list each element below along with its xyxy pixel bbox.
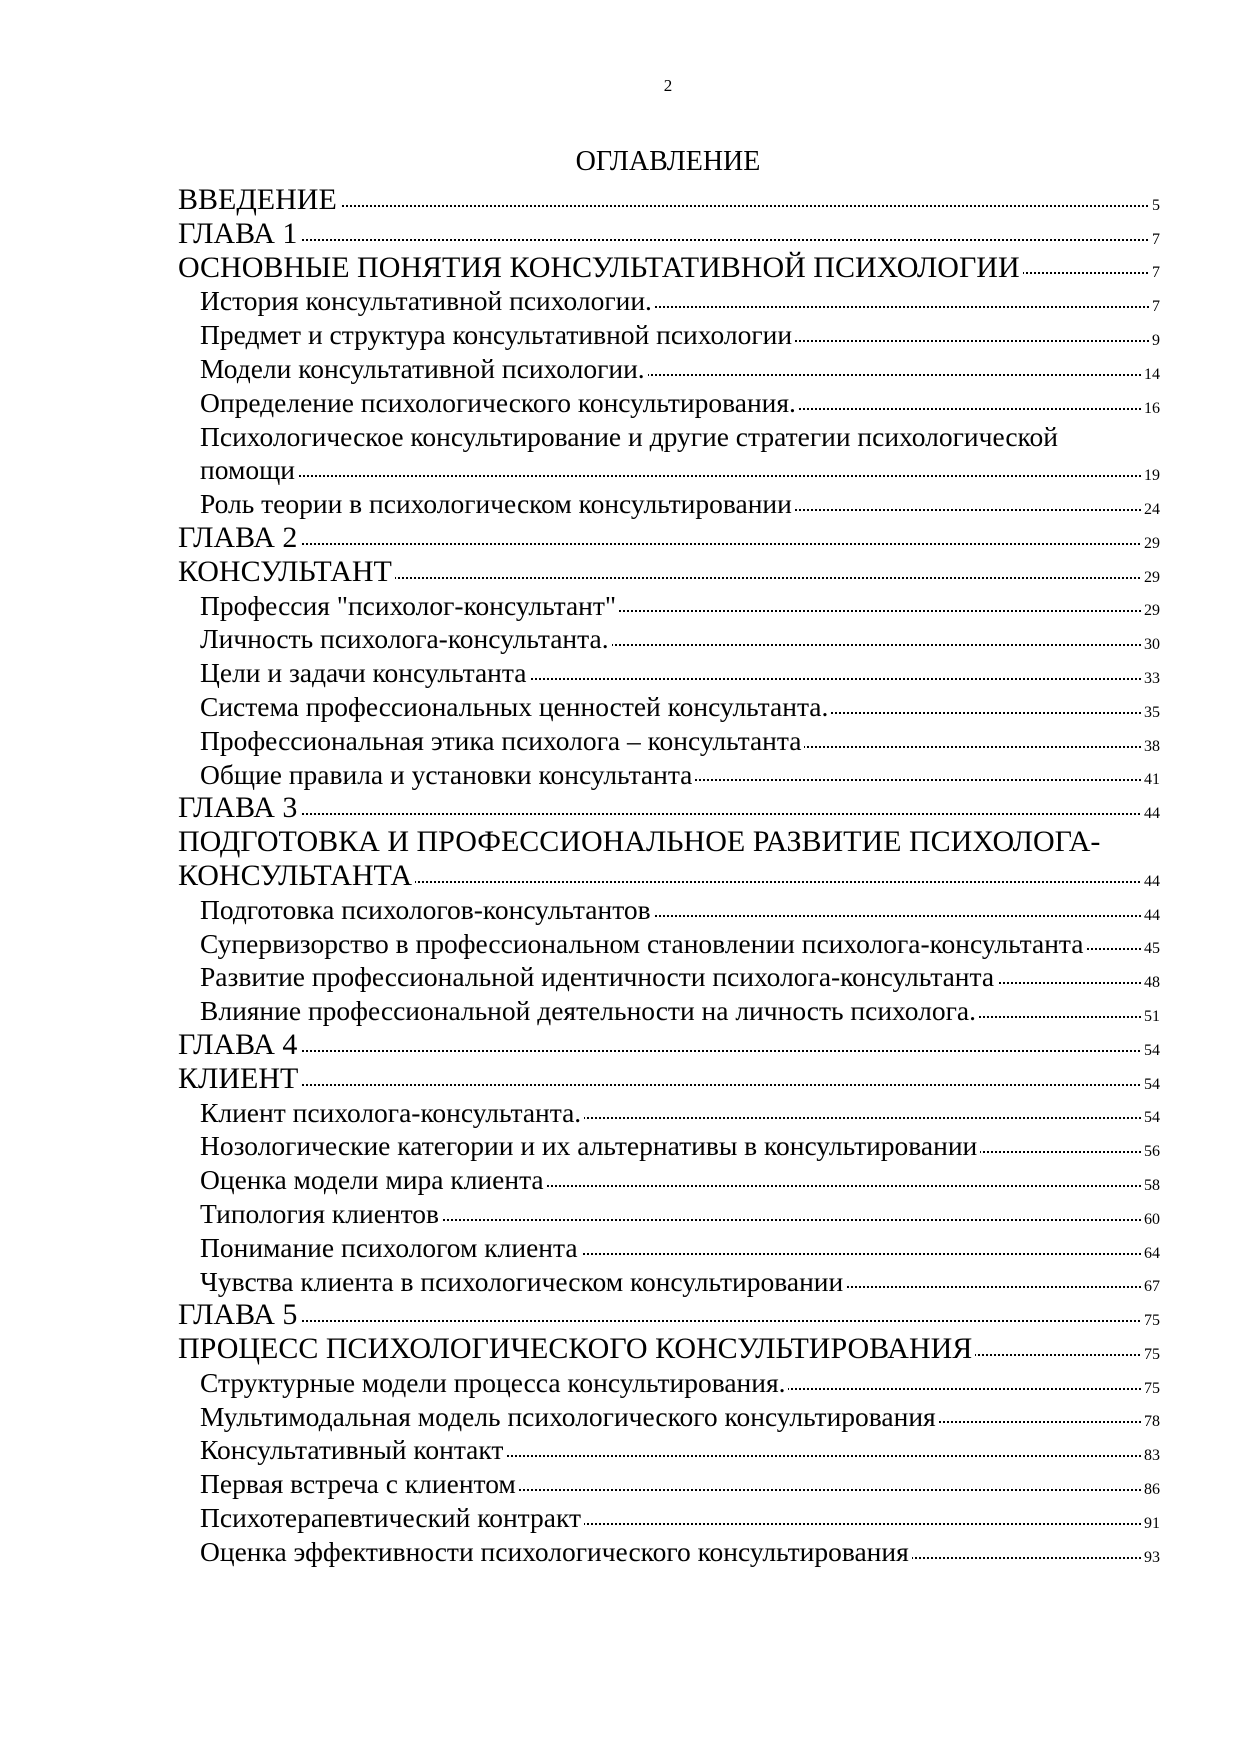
toc-entry-page: 7 <box>1150 296 1160 318</box>
toc-entry-page: 45 <box>1142 938 1160 960</box>
toc-entry-title: Консультативный контакт <box>200 1434 506 1465</box>
toc-section-entry[interactable] <box>178 893 1160 927</box>
toc-entry-page: 93 <box>1142 1547 1160 1569</box>
toc-entry-title: Психологическое консультирование и другие стратегии психологической помощи <box>200 420 1058 486</box>
toc-entry-title: ГЛАВА 4 <box>178 1028 300 1061</box>
toc-entry-title: Влияние профессиональной деятельности на личность психолога. <box>200 995 979 1026</box>
toc-entry-page: 29 <box>1142 533 1160 555</box>
toc-entry-page: 83 <box>1142 1445 1160 1467</box>
toc-entry-page: 33 <box>1142 668 1160 690</box>
toc-entry-page: 54 <box>1142 1074 1160 1096</box>
toc-section-entry[interactable] <box>178 318 1160 352</box>
toc-section-entry[interactable] <box>178 927 1160 961</box>
toc-chapter-entry[interactable] <box>178 791 1160 825</box>
toc-entry-page: 5 <box>1150 195 1160 217</box>
toc-entry-title: ПРОЦЕСС ПСИХОЛОГИЧЕСКОГО КОНСУЛЬТИРОВАНИЯ <box>178 1332 975 1365</box>
toc-entry-title: Чувства клиента в психологическом консультировании <box>200 1266 846 1297</box>
toc-section-entry[interactable] <box>178 1467 1160 1501</box>
toc-entry-title: КЛИЕНТ <box>178 1062 301 1095</box>
toc-section-entry[interactable] <box>178 420 1160 488</box>
toc-chapter-entry[interactable] <box>178 183 1160 217</box>
toc-entry-title: Модели консультативной психологии. <box>200 353 648 384</box>
toc-entry-page: 44 <box>1142 905 1160 927</box>
toc-entry-title: Супервизорство в профессиональном становлении психолога-консультанта <box>200 928 1086 959</box>
toc-section-entry[interactable] <box>178 1129 1160 1163</box>
toc-section-entry[interactable] <box>178 1535 1160 1569</box>
toc-chapter-entry[interactable] <box>178 217 1160 251</box>
toc-entry-title: Мультимодальная модель психологического консультирования <box>200 1401 939 1432</box>
toc-chapter-entry[interactable] <box>178 555 1160 589</box>
toc-entry-title: Оценка модели мира клиента <box>200 1164 547 1195</box>
toc-section-entry[interactable] <box>178 284 1160 318</box>
toc-title: ОГЛАВЛЕНИЕ <box>575 146 761 177</box>
toc-entry-title: Роль теории в психологическом консультировании <box>200 488 795 519</box>
toc-entry-page: 60 <box>1142 1209 1160 1231</box>
toc-chapter-entry[interactable] <box>178 1028 1160 1062</box>
toc-section-entry[interactable] <box>178 589 1160 623</box>
toc-section-entry[interactable] <box>178 724 1160 758</box>
toc-chapter-entry[interactable] <box>178 251 1160 285</box>
page-number: 2 <box>663 76 673 95</box>
toc-entry-page: 14 <box>1142 364 1160 386</box>
toc-entry-page: 75 <box>1142 1310 1160 1332</box>
toc-entry-title: Клиент психолога-консультанта. <box>200 1097 584 1128</box>
toc-entry-title: История консультативной психологии. <box>200 285 655 316</box>
toc-section-entry[interactable] <box>178 690 1160 724</box>
toc-section-entry[interactable] <box>178 960 1160 994</box>
toc-entry-page: 58 <box>1142 1175 1160 1197</box>
toc-section-entry[interactable] <box>178 1096 1160 1130</box>
toc-entry-title: Психотерапевтический контракт <box>200 1502 584 1533</box>
toc-entry-title: ГЛАВА 5 <box>178 1298 300 1331</box>
toc-entry-page: 75 <box>1142 1378 1160 1400</box>
toc-chapter-entry[interactable] <box>178 825 1160 893</box>
toc-entry-page: 24 <box>1142 499 1160 521</box>
toc-entry-title: Понимание психологом клиента <box>200 1232 581 1263</box>
toc-entry-title: ПОДГОТОВКА И ПРОФЕССИОНАЛЬНОЕ РАЗВИТИЕ ПСИХОЛОГА- КОНСУЛЬТАНТА <box>178 825 1101 892</box>
toc-entry-title: Общие правила и установки консультанта <box>200 759 695 790</box>
toc-section-entry[interactable] <box>178 386 1160 420</box>
toc-entry-page: 30 <box>1142 634 1160 656</box>
toc-entry-page: 67 <box>1142 1276 1160 1298</box>
toc-entry-page: 75 <box>1142 1344 1160 1366</box>
toc-chapter-entry[interactable] <box>178 1298 1160 1332</box>
toc-entry-title: ГЛАВА 1 <box>178 217 300 250</box>
toc-entry-page: 78 <box>1142 1411 1160 1433</box>
toc-entry-title: Нозологические категории и их альтернативы в консультировании <box>200 1130 980 1161</box>
toc-entry-title: Личность психолога-консультанта. <box>200 623 612 654</box>
toc-entry-title: Структурные модели процесса консультирования. <box>200 1367 788 1398</box>
toc-entry-title: Профессиональная этика психолога – консультанта <box>200 725 804 756</box>
toc-entry-title: Система профессиональных ценностей консультанта. <box>200 691 831 722</box>
toc-entry-page: 16 <box>1142 398 1160 420</box>
table-of-contents <box>178 183 1160 1569</box>
toc-section-entry[interactable] <box>178 352 1160 386</box>
toc-entry-page: 7 <box>1150 262 1160 284</box>
toc-section-entry[interactable] <box>178 1433 1160 1467</box>
toc-section-entry[interactable] <box>178 1501 1160 1535</box>
toc-section-entry[interactable] <box>178 1231 1160 1265</box>
toc-chapter-entry[interactable] <box>178 1332 1160 1366</box>
toc-entry-title: Предмет и структура консультативной психологии <box>200 319 795 350</box>
toc-entry-title: ГЛАВА 3 <box>178 791 300 824</box>
toc-entry-page: 44 <box>1142 803 1160 825</box>
toc-entry-page: 44 <box>1142 871 1160 893</box>
toc-entry-page: 56 <box>1142 1141 1160 1163</box>
toc-entry-page: 86 <box>1142 1479 1160 1501</box>
toc-entry-page: 19 <box>1142 465 1160 487</box>
toc-section-entry[interactable] <box>178 1400 1160 1434</box>
toc-entry-title: Определение психологического консультирования. <box>200 387 799 418</box>
toc-section-entry[interactable] <box>178 622 1160 656</box>
toc-section-entry[interactable] <box>178 758 1160 792</box>
toc-entry-page: 54 <box>1142 1107 1160 1129</box>
toc-entry-title: Профессия "психолог-консультант" <box>200 590 619 621</box>
toc-section-entry[interactable] <box>178 487 1160 521</box>
toc-chapter-entry[interactable] <box>178 1062 1160 1096</box>
toc-section-entry[interactable] <box>178 1197 1160 1231</box>
toc-entry-title: ОСНОВНЫЕ ПОНЯТИЯ КОНСУЛЬТАТИВНОЙ ПСИХОЛОГИИ <box>178 251 1023 284</box>
toc-entry-page: 9 <box>1150 330 1160 352</box>
toc-entry-page: 29 <box>1142 600 1160 622</box>
toc-entry-title: Подготовка психологов-консультантов <box>200 894 654 925</box>
toc-entry-title: Типология клиентов <box>200 1198 442 1229</box>
toc-entry-page: 38 <box>1142 736 1160 758</box>
toc-chapter-entry[interactable] <box>178 521 1160 555</box>
toc-entry-title: Первая встреча с клиентом <box>200 1468 519 1499</box>
toc-entry-page: 29 <box>1142 567 1160 589</box>
toc-entry-title: Оценка эффективности психологического консультирования <box>200 1536 912 1567</box>
toc-entry-page: 64 <box>1142 1243 1160 1265</box>
toc-section-entry[interactable] <box>178 994 1160 1028</box>
toc-entry-page: 91 <box>1142 1513 1160 1535</box>
toc-section-entry[interactable] <box>178 1265 1160 1299</box>
toc-entry-title: ГЛАВА 2 <box>178 521 300 554</box>
toc-entry-page: 54 <box>1142 1040 1160 1062</box>
toc-entry-page: 41 <box>1142 769 1160 791</box>
toc-section-entry[interactable] <box>178 656 1160 690</box>
toc-section-entry[interactable] <box>178 1163 1160 1197</box>
toc-entry-title: Цели и задачи консультанта <box>200 657 529 688</box>
toc-entry-title: КОНСУЛЬТАНТ <box>178 555 395 588</box>
toc-entry-title: ВВЕДЕНИЕ <box>178 183 340 216</box>
toc-entry-page: 51 <box>1142 1006 1160 1028</box>
toc-entry-title: Развитие профессиональной идентичности психолога-консультанта <box>200 961 997 992</box>
toc-section-entry[interactable] <box>178 1366 1160 1400</box>
toc-entry-page: 48 <box>1142 972 1160 994</box>
toc-entry-page: 35 <box>1142 702 1160 724</box>
toc-entry-page: 7 <box>1150 229 1160 251</box>
